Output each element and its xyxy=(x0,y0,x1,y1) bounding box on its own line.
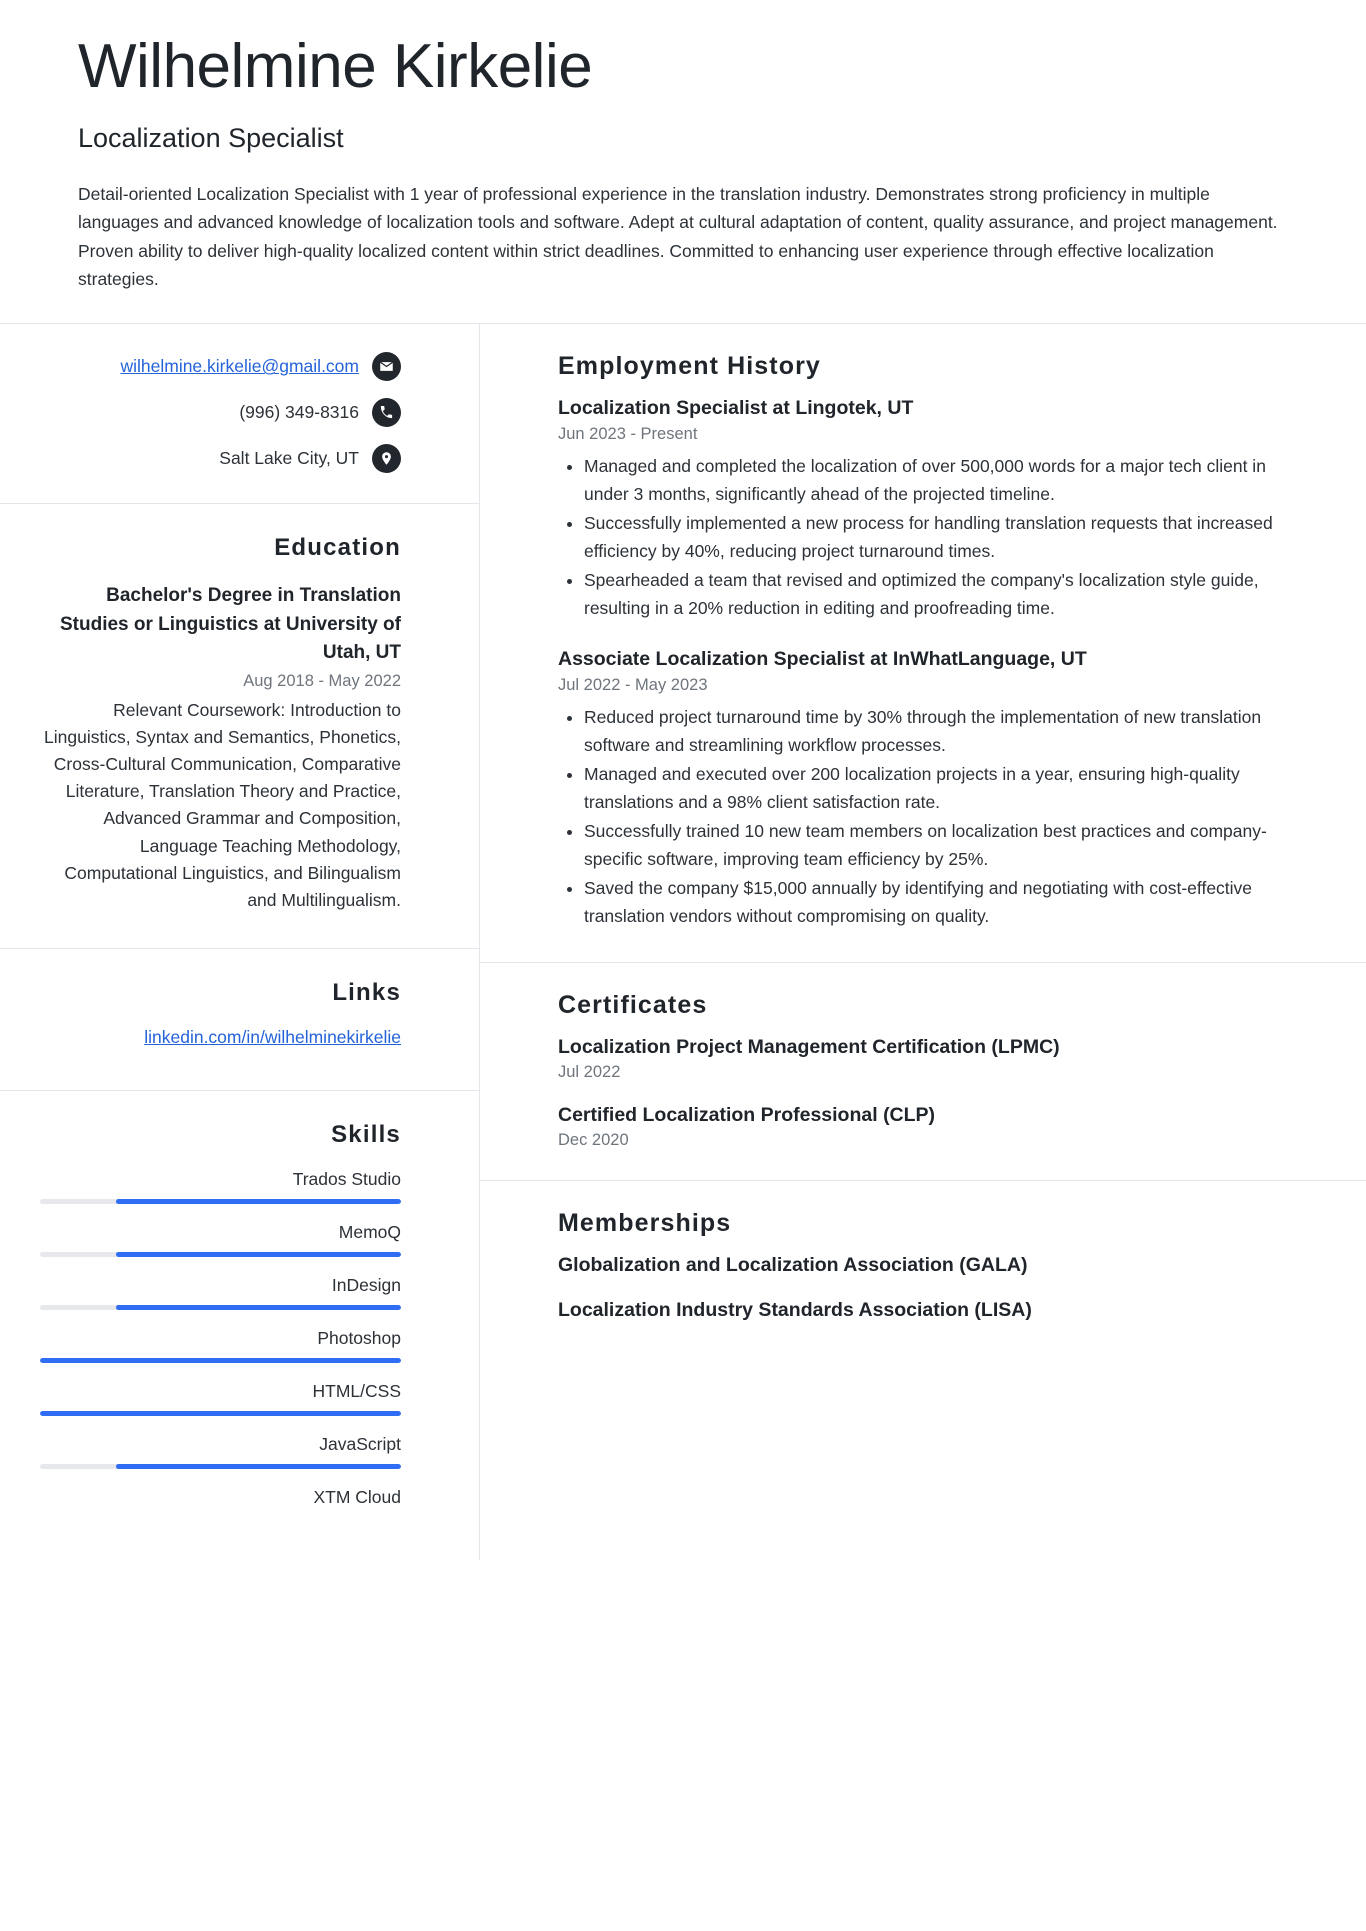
certificates-heading: Certificates xyxy=(558,991,708,1020)
skill-bar xyxy=(40,1358,401,1363)
skill-item xyxy=(40,1222,401,1257)
certificate-date: Jul 2022 xyxy=(558,1063,621,1082)
skill-fill xyxy=(116,1305,401,1310)
skill-label: JavaScript xyxy=(319,1433,401,1454)
certificate-item xyxy=(558,1104,1296,1150)
contact-location-row xyxy=(40,444,401,473)
skill-fill xyxy=(116,1199,401,1204)
contact-email-row[interactable] xyxy=(40,352,401,381)
memberships-heading: Memberships xyxy=(558,1209,732,1238)
map-pin-icon xyxy=(372,444,401,473)
sidebar xyxy=(0,324,480,1560)
page-title: Wilhelmine Kirkelie xyxy=(78,32,593,101)
bullet: • Saved the company $15,000 annually by identifying and negotiating with cost-effective translation vendors without compromising on quality. xyxy=(584,875,1296,930)
links-section xyxy=(0,949,479,1091)
memberships-section xyxy=(480,1181,1366,1352)
skill-label: Photoshop xyxy=(317,1327,401,1348)
certificate-name: Certified Localization Professional (CLP) xyxy=(558,1104,936,1127)
skill-label: XTM Cloud xyxy=(313,1486,401,1507)
skill-fill xyxy=(40,1411,401,1416)
skill-label: HTML/CSS xyxy=(312,1380,401,1401)
education-degree: Bachelor's Degree in Translation Studies or Linguistics at University of Utah, UT xyxy=(59,585,401,664)
employment-section xyxy=(480,324,1366,963)
skill-bar xyxy=(40,1464,401,1469)
bullet: • Spearheaded a team that revised and optimized the company's localization style guide, resulting in a 20% reduction in editing and proofreading time. xyxy=(584,567,1296,622)
education-date: Aug 2018 - May 2022 xyxy=(243,671,401,690)
certificate-date: Dec 2020 xyxy=(558,1131,629,1150)
skills-heading: Skills xyxy=(331,1120,401,1148)
bullet: • Successfully implemented a new process for handling translation requests that increased efficiency by 40%, reducing project turnaround times. xyxy=(584,510,1296,565)
envelope-icon xyxy=(372,352,401,381)
link-linkedin[interactable]: linkedin.com/in/wilhelminekirkelie xyxy=(144,1026,401,1047)
education-section xyxy=(0,504,479,949)
skill-item xyxy=(40,1169,401,1204)
employment-title: Localization Specialist at Lingotek, UT xyxy=(558,397,914,420)
contact-phone: (996) 349-8316 xyxy=(239,402,359,423)
skill-label: Trados Studio xyxy=(292,1168,401,1189)
skill-item xyxy=(40,1328,401,1363)
skill-bar xyxy=(40,1199,401,1204)
certificate-item xyxy=(558,1036,1296,1082)
skill-item xyxy=(40,1434,401,1469)
skill-fill xyxy=(40,1358,401,1363)
employment-date: Jun 2023 - Present xyxy=(558,425,698,444)
resume-header xyxy=(0,0,1366,324)
main-content xyxy=(480,324,1366,1560)
membership-item: Localization Industry Standards Association (LISA) xyxy=(558,1299,1032,1322)
skill-item xyxy=(40,1487,401,1508)
employment-item xyxy=(558,648,1296,930)
employment-heading: Employment History xyxy=(558,352,821,381)
education-description: Relevant Coursework: Introduction to Linguistics, Syntax and Semantics, Phonetics, Cross-Cultural Communication, Comparative Literature, Translation Theory and Practice, Advanced Grammar and Composition, Language Teaching Methodology, Computational Linguistics, and Bilingualism and Multilingualism. xyxy=(44,699,401,910)
skill-fill xyxy=(116,1252,401,1257)
membership-item: Globalization and Localization Association (GALA) xyxy=(558,1254,1028,1277)
phone-icon xyxy=(372,398,401,427)
job-title: Localization Specialist xyxy=(78,123,344,154)
employment-title: Associate Localization Specialist at InWhatLanguage, UT xyxy=(558,648,1087,671)
bullet: • Managed and completed the localization of over 500,000 words for a major tech client in under 3 months, significantly ahead of the projected timeline. xyxy=(584,453,1296,508)
contact-email[interactable]: wilhelmine.kirkelie@gmail.com xyxy=(120,356,359,377)
skill-fill xyxy=(116,1464,401,1469)
skill-bar xyxy=(40,1252,401,1257)
bullet: • Reduced project turnaround time by 30% through the implementation of new translation software and streamlining workflow processes. xyxy=(584,704,1296,759)
skill-label: InDesign xyxy=(331,1274,401,1295)
contact-block xyxy=(0,324,479,504)
skill-bar xyxy=(40,1305,401,1310)
skill-bar xyxy=(40,1411,401,1416)
contact-location: Salt Lake City, UT xyxy=(219,448,359,469)
employment-item xyxy=(558,397,1296,622)
certificates-section xyxy=(480,963,1366,1181)
contact-phone-row[interactable] xyxy=(40,398,401,427)
employment-date: Jul 2022 - May 2023 xyxy=(558,676,708,695)
certificate-name: Localization Project Management Certification (LPMC) xyxy=(558,1036,1060,1059)
employment-bullets xyxy=(558,704,1296,930)
professional-summary: Detail-oriented Localization Specialist with 1 year of professional experience in the translation industry. Demonstrates strong proficiency in multiple languages and advanced knowledge of localization tools and software. Adept at cultural adaptation of content, quality assurance, and project management. Proven ability to deliver high-quality localized content within strict deadlines. Committed to enhancing user experience through effective localization strategies. xyxy=(78,184,1278,290)
education-heading: Education xyxy=(274,534,401,562)
links-heading: Links xyxy=(332,978,401,1006)
resume-body xyxy=(0,324,1366,1560)
skill-item xyxy=(40,1275,401,1310)
bullet: • Managed and executed over 200 localization projects in a year, ensuring high-quality translations and a 98% client satisfaction rate. xyxy=(584,761,1296,816)
skill-item xyxy=(40,1381,401,1416)
skill-label: MemoQ xyxy=(338,1221,401,1242)
employment-bullets xyxy=(558,453,1296,622)
bullet: • Successfully trained 10 new team members on localization best practices and company-specific software, improving team efficiency by 25%. xyxy=(584,818,1296,873)
skills-section xyxy=(0,1091,479,1560)
